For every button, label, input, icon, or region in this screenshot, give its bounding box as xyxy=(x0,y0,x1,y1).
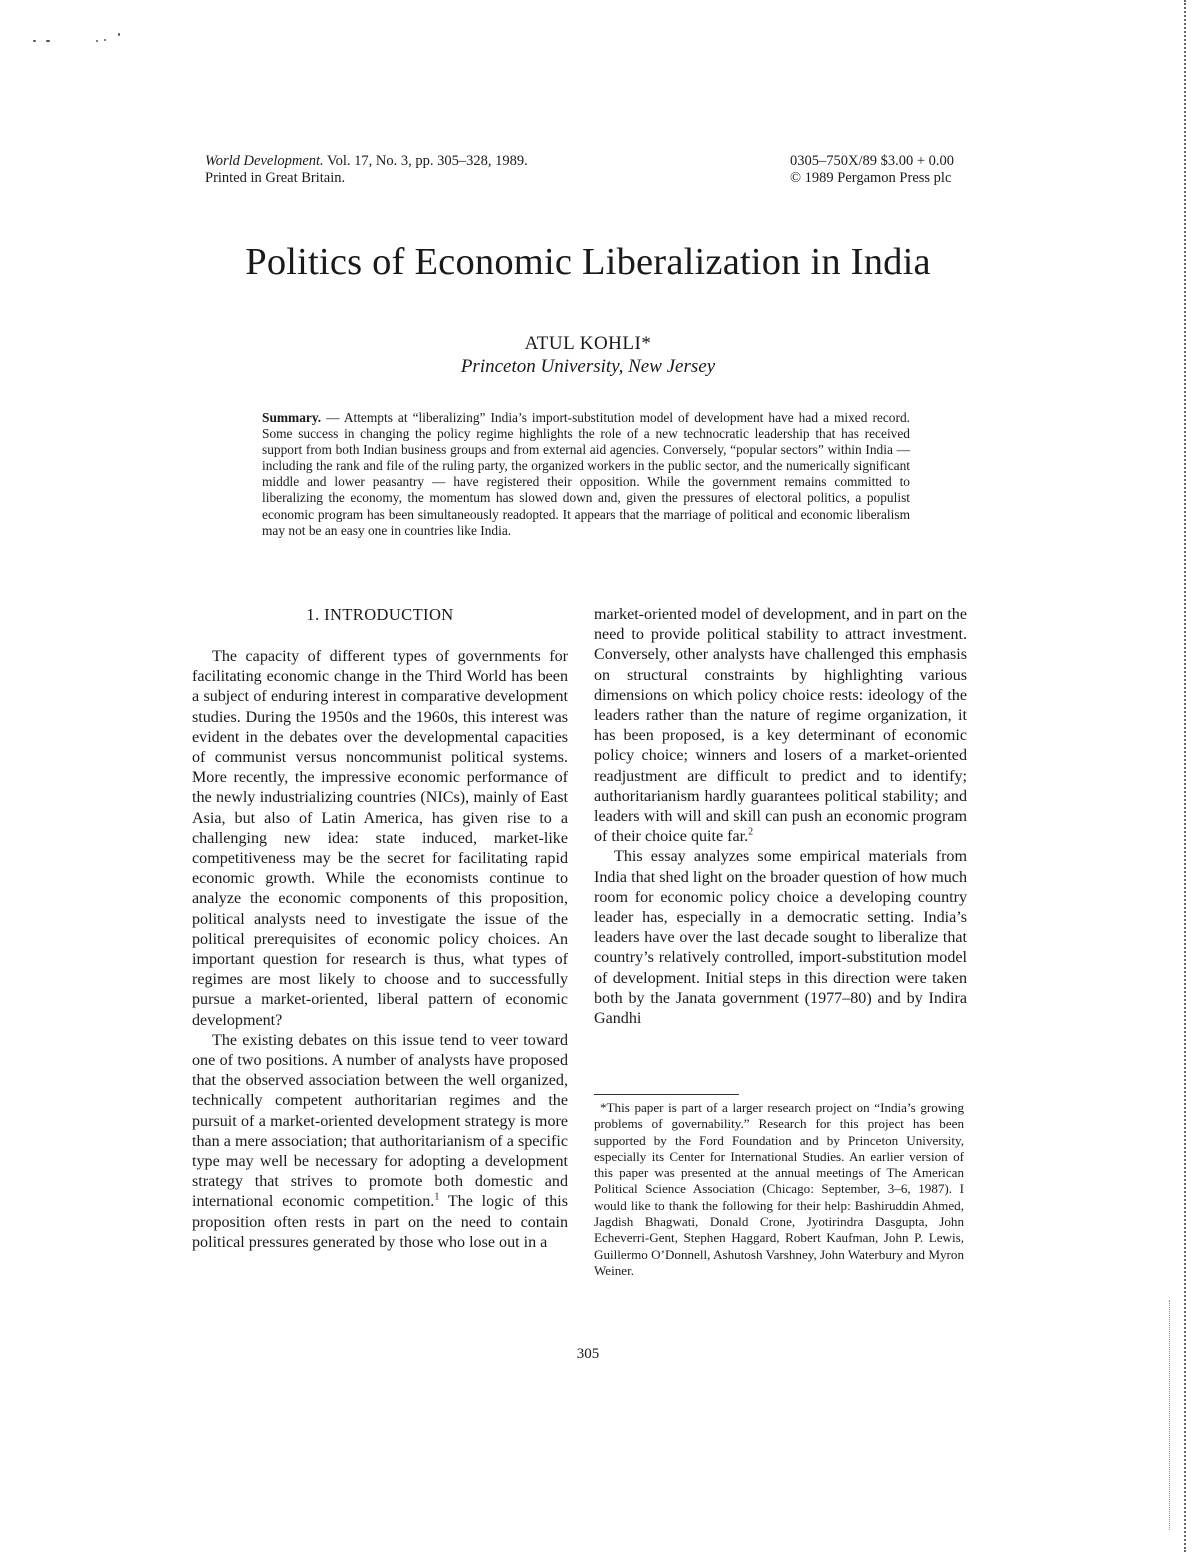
copyright: © 1989 Pergamon Press plc xyxy=(790,170,952,186)
scan-speck xyxy=(104,39,106,41)
paragraph: The capacity of different types of governments for facilitating economic change in the Third World has been a subject of enduring interest in comparative development studies. During the 1950s and the 1960s, this interest was evident in the debates over the developmental capacities of communist versus noncommunist political systems. More recently, the impressive economic performance of the newly industrializing countries (NICs), mainly of East Asia, but also of Latin America, has given rise to a challenging new idea: state induced, market-like competitiveness may be the secret for facilitating rapid economic growth. While the economists continue to analyze the economic components of this proposition, political analysts need to investigate the issue of the political prerequisites of economic policy choices. An important question for research is thus, what types of regimes are most likely to choose and to successfully pursue a market-oriented, liberal pattern of economic development? xyxy=(192,648,568,1029)
paper-title: Politics of Economic Liberalization in India xyxy=(245,241,931,283)
author-name: ATUL KOHLI* xyxy=(524,333,652,354)
journal-name: World Development. xyxy=(205,153,324,169)
left-column xyxy=(192,647,568,1253)
footnote-divider xyxy=(594,1094,739,1095)
paragraph: This essay analyzes some empirical materials from India that shed light on the broader question of how much room for economic policy choice a developing country leader has, especially in a democratic setting. India’s leaders have over the last decade sought to liberalize that country’s relatively controlled, import-substitution model of development. Initial steps in this direction were taken both by the Janata government (1977–80) and by Indira Gandhi xyxy=(594,848,967,1028)
publisher-header xyxy=(790,153,954,187)
printed-location: Printed in Great Britain. xyxy=(205,170,346,186)
scan-speck xyxy=(46,40,50,42)
paragraph-text: The logic of this proposition often rests in part on the need to contain political pressures generated by those who lose out in a xyxy=(192,1193,568,1251)
right-column xyxy=(594,605,967,1029)
page-number: 305 xyxy=(576,1346,600,1362)
paragraph-text: market-oriented model of development, and in part on the need to provide political stability to attract investment. Conversely, other analysts have challenged this emphasis on structural constraints by highlighting various dimensions on which policy choice rests: ideology of the leaders rather than the nature of regime organization, it has been proposed, is a key determinant of economic policy choice; winners and losers of a market-oriented readjustment are difficult to predict and to identify; authoritarianism hardly guarantees political stability; and leaders with will and skill can push an economic program of their choice quite far. xyxy=(594,606,967,846)
scan-speck xyxy=(96,40,98,42)
footnote-ref: 2 xyxy=(748,826,754,838)
journal-citation: Vol. 17, No. 3, pp. 305–328, 1989. xyxy=(323,153,528,169)
journal-header xyxy=(205,153,528,187)
summary-label: Summary. xyxy=(262,410,322,425)
paragraph-text: The existing debates on this issue tend to veer toward one of two positions. A number of analysts have proposed that the observed association between the well organized, technically competent authoritarian regimes and the pursuit of a market-oriented development strategy is more than a mere association; that authoritarianism of a specific type may well be necessary for adopting a development strategy that strives to promote both domestic and international economic competition. xyxy=(192,1031,568,1211)
issn: 0305–750X/89 $3.00 + 0.00 xyxy=(790,153,955,169)
paragraph xyxy=(192,1031,568,1253)
author-affiliation: Princeton University, New Jersey xyxy=(460,356,716,377)
summary-text: — Attempts at “liberalizing” India’s import-substitution model of development have had a mixed record. Some success in changing the policy regime highlights the role of a new technocratic leadership that has received support from both Indian business groups and from external aid agencies. Conversely, “popular sectors” within India — including the rank and file of the ruling party, the organized workers in the public sector, and the numerically significant middle and lower peasantry — have registered their opposition. While the government remains committed to liberalizing the economy, the momentum has slowed down and, given the pressures of electoral politics, a populist economic program has been simultaneously readopted. It appears that the marriage of political and economic liberalism may not be an easy one in countries like India. xyxy=(262,410,910,538)
footnote: *This paper is part of a larger research project on “India’s growing problems of governability.” Research for this project has been supported by the Ford Foundation and by Princeton University, especially its Center for International Studies. An earlier version of this paper was presented at the annual meetings of The American Political Science Association (Chicago: September, 3–6, 1987). I would like to thank the following for their help: Bashiruddin Ahmed, Jagdish Bhagwati, Donald Crone, Jyotirindra Dasgupta, John Echeverri-Gent, Stephen Haggard, Robert Kaufman, John P. Lewis, Guillermo O’Donnell, Ashutosh Varshney, John Waterbury and Myron Weiner. xyxy=(594,1100,964,1278)
summary-abstract xyxy=(262,410,910,539)
paragraph xyxy=(594,605,967,847)
scan-edge-artifact xyxy=(1184,0,1188,1552)
section-heading: 1. INTRODUCTION xyxy=(306,605,454,624)
scan-speck xyxy=(33,40,36,42)
scan-edge-artifact xyxy=(1169,1300,1171,1530)
scan-speck xyxy=(118,33,120,36)
footnote-ref: 1 xyxy=(434,1192,440,1204)
